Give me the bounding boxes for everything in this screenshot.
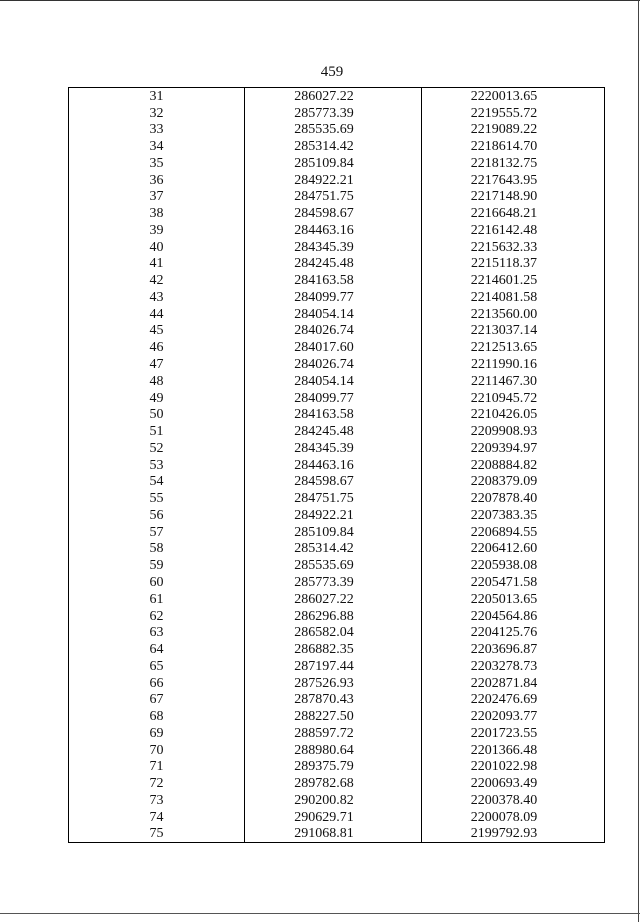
table-row	[69, 390, 605, 407]
x-coordinate-cell: 290200.82	[245, 792, 422, 809]
x-coordinate-cell: 286882.35	[245, 641, 422, 658]
y-coordinate-cell: 2206412.60	[422, 541, 605, 558]
table-row	[69, 339, 605, 356]
x-coordinate-cell: 284017.60	[245, 339, 422, 356]
point-number-cell: 53	[69, 457, 245, 474]
point-number-cell: 50	[69, 407, 245, 424]
y-coordinate-cell: 2207383.35	[422, 507, 605, 524]
y-coordinate-cell: 2202476.69	[422, 692, 605, 709]
page-number: 459	[320, 64, 344, 80]
x-coordinate-cell: 284054.14	[245, 373, 422, 390]
table-row	[69, 122, 605, 139]
x-coordinate-cell: 285535.69	[245, 557, 422, 574]
x-coordinate-cell: 288597.72	[245, 725, 422, 742]
point-number-cell: 38	[69, 205, 245, 222]
y-coordinate-cell: 2201366.48	[422, 742, 605, 759]
page-edge-right	[638, 0, 639, 922]
point-number-cell: 51	[69, 423, 245, 440]
x-coordinate-cell: 284245.48	[245, 423, 422, 440]
x-coordinate-cell: 285314.42	[245, 138, 422, 155]
y-coordinate-cell: 2206894.55	[422, 524, 605, 541]
y-coordinate-cell: 2203278.73	[422, 658, 605, 675]
y-coordinate-cell: 2203696.87	[422, 641, 605, 658]
x-coordinate-cell: 286027.22	[245, 591, 422, 608]
point-number-cell: 59	[69, 557, 245, 574]
table-row	[69, 541, 605, 558]
y-coordinate-cell: 2217148.90	[422, 189, 605, 206]
y-coordinate-cell: 2207878.40	[422, 490, 605, 507]
y-coordinate-cell: 2204564.86	[422, 608, 605, 625]
point-number-cell: 57	[69, 524, 245, 541]
point-number-cell: 42	[69, 272, 245, 289]
y-coordinate-cell: 2210426.05	[422, 407, 605, 424]
x-coordinate-cell: 284163.58	[245, 407, 422, 424]
x-coordinate-cell: 285314.42	[245, 541, 422, 558]
table-row	[69, 289, 605, 306]
y-coordinate-cell: 2215118.37	[422, 256, 605, 273]
x-coordinate-cell: 288227.50	[245, 708, 422, 725]
x-coordinate-cell: 284054.14	[245, 306, 422, 323]
point-number-cell: 67	[69, 692, 245, 709]
table-row	[69, 742, 605, 759]
table-row	[69, 625, 605, 642]
table-row	[69, 423, 605, 440]
y-coordinate-cell: 2209908.93	[422, 423, 605, 440]
coordinate-table	[68, 87, 605, 843]
point-number-cell: 54	[69, 474, 245, 491]
x-coordinate-cell: 284026.74	[245, 356, 422, 373]
y-coordinate-cell: 2218614.70	[422, 138, 605, 155]
point-number-cell: 61	[69, 591, 245, 608]
x-coordinate-cell: 285109.84	[245, 155, 422, 172]
x-coordinate-cell: 284922.21	[245, 507, 422, 524]
x-coordinate-cell: 284922.21	[245, 172, 422, 189]
y-coordinate-cell: 2216142.48	[422, 222, 605, 239]
table-row	[69, 826, 605, 843]
x-coordinate-cell: 285773.39	[245, 574, 422, 591]
x-coordinate-cell: 287526.93	[245, 675, 422, 692]
table-row	[69, 474, 605, 491]
y-coordinate-cell: 2219089.22	[422, 122, 605, 139]
table-row	[69, 490, 605, 507]
y-coordinate-cell: 2217643.95	[422, 172, 605, 189]
point-number-cell: 64	[69, 641, 245, 658]
y-coordinate-cell: 2200378.40	[422, 792, 605, 809]
point-number-cell: 33	[69, 122, 245, 139]
table-row	[69, 440, 605, 457]
table-row	[69, 809, 605, 826]
point-number-cell: 37	[69, 189, 245, 206]
point-number-cell: 52	[69, 440, 245, 457]
point-number-cell: 39	[69, 222, 245, 239]
point-number-cell: 65	[69, 658, 245, 675]
x-coordinate-cell: 284163.58	[245, 272, 422, 289]
table-row	[69, 574, 605, 591]
table-row	[69, 692, 605, 709]
table-row	[69, 557, 605, 574]
point-number-cell: 56	[69, 507, 245, 524]
table-row	[69, 373, 605, 390]
table-row	[69, 759, 605, 776]
x-coordinate-cell: 289782.68	[245, 775, 422, 792]
y-coordinate-cell: 2219555.72	[422, 105, 605, 122]
y-coordinate-cell: 2216648.21	[422, 205, 605, 222]
point-number-cell: 40	[69, 239, 245, 256]
table-row	[69, 407, 605, 424]
table-row	[69, 725, 605, 742]
point-number-cell: 43	[69, 289, 245, 306]
x-coordinate-cell: 284345.39	[245, 440, 422, 457]
y-coordinate-cell: 2201723.55	[422, 725, 605, 742]
table-row	[69, 708, 605, 725]
x-coordinate-cell: 288980.64	[245, 742, 422, 759]
y-coordinate-cell: 2205013.65	[422, 591, 605, 608]
y-coordinate-cell: 2211467.30	[422, 373, 605, 390]
x-coordinate-cell: 284598.67	[245, 205, 422, 222]
x-coordinate-cell: 287197.44	[245, 658, 422, 675]
table-row	[69, 608, 605, 625]
table-row	[69, 239, 605, 256]
table-row	[69, 222, 605, 239]
y-coordinate-cell: 2209394.97	[422, 440, 605, 457]
point-number-cell: 66	[69, 675, 245, 692]
x-coordinate-cell: 289375.79	[245, 759, 422, 776]
x-coordinate-cell: 284026.74	[245, 323, 422, 340]
table-row	[69, 323, 605, 340]
table-row	[69, 641, 605, 658]
table-row	[69, 105, 605, 122]
x-coordinate-cell: 290629.71	[245, 809, 422, 826]
point-number-cell: 74	[69, 809, 245, 826]
y-coordinate-cell: 2214601.25	[422, 272, 605, 289]
x-coordinate-cell: 286582.04	[245, 625, 422, 642]
x-coordinate-cell: 285109.84	[245, 524, 422, 541]
point-number-cell: 49	[69, 390, 245, 407]
y-coordinate-cell: 2214081.58	[422, 289, 605, 306]
y-coordinate-cell: 2218132.75	[422, 155, 605, 172]
page-edge-top	[0, 0, 640, 1]
table-row	[69, 256, 605, 273]
table-row	[69, 457, 605, 474]
x-coordinate-cell: 286296.88	[245, 608, 422, 625]
point-number-cell: 47	[69, 356, 245, 373]
table-row	[69, 775, 605, 792]
y-coordinate-cell: 2199792.93	[422, 826, 605, 843]
x-coordinate-cell: 284751.75	[245, 189, 422, 206]
y-coordinate-cell: 2204125.76	[422, 625, 605, 642]
point-number-cell: 44	[69, 306, 245, 323]
x-coordinate-cell: 284598.67	[245, 474, 422, 491]
y-coordinate-cell: 2220013.65	[422, 88, 605, 105]
y-coordinate-cell: 2200693.49	[422, 775, 605, 792]
y-coordinate-cell: 2202871.84	[422, 675, 605, 692]
point-number-cell: 32	[69, 105, 245, 122]
y-coordinate-cell: 2213560.00	[422, 306, 605, 323]
table-row	[69, 306, 605, 323]
table-row	[69, 591, 605, 608]
x-coordinate-cell: 284463.16	[245, 457, 422, 474]
point-number-cell: 73	[69, 792, 245, 809]
y-coordinate-cell: 2208884.82	[422, 457, 605, 474]
x-coordinate-cell: 284099.77	[245, 390, 422, 407]
x-coordinate-cell: 291068.81	[245, 826, 422, 843]
y-coordinate-cell: 2210945.72	[422, 390, 605, 407]
page-edge-bottom	[0, 913, 640, 914]
table-row	[69, 356, 605, 373]
y-coordinate-cell: 2215632.33	[422, 239, 605, 256]
x-coordinate-cell: 285773.39	[245, 105, 422, 122]
table-row	[69, 524, 605, 541]
point-number-cell: 31	[69, 88, 245, 105]
x-coordinate-cell: 284245.48	[245, 256, 422, 273]
point-number-cell: 63	[69, 625, 245, 642]
table-row	[69, 138, 605, 155]
y-coordinate-cell: 2211990.16	[422, 356, 605, 373]
point-number-cell: 60	[69, 574, 245, 591]
table-row	[69, 792, 605, 809]
table-row	[69, 507, 605, 524]
y-coordinate-cell: 2201022.98	[422, 759, 605, 776]
point-number-cell: 58	[69, 541, 245, 558]
point-number-cell: 72	[69, 775, 245, 792]
point-number-cell: 69	[69, 725, 245, 742]
x-coordinate-cell: 284751.75	[245, 490, 422, 507]
point-number-cell: 55	[69, 490, 245, 507]
table-row	[69, 189, 605, 206]
point-number-cell: 46	[69, 339, 245, 356]
point-number-cell: 35	[69, 155, 245, 172]
point-number-cell: 45	[69, 323, 245, 340]
x-coordinate-cell: 284099.77	[245, 289, 422, 306]
point-number-cell: 70	[69, 742, 245, 759]
x-coordinate-cell: 285535.69	[245, 122, 422, 139]
x-coordinate-cell: 284463.16	[245, 222, 422, 239]
point-number-cell: 75	[69, 826, 245, 843]
y-coordinate-cell: 2205471.58	[422, 574, 605, 591]
y-coordinate-cell: 2208379.09	[422, 474, 605, 491]
table-row	[69, 88, 605, 105]
table-row	[69, 205, 605, 222]
y-coordinate-cell: 2213037.14	[422, 323, 605, 340]
x-coordinate-cell: 286027.22	[245, 88, 422, 105]
y-coordinate-cell: 2202093.77	[422, 708, 605, 725]
y-coordinate-cell: 2212513.65	[422, 339, 605, 356]
table-row	[69, 658, 605, 675]
y-coordinate-cell: 2200078.09	[422, 809, 605, 826]
point-number-cell: 68	[69, 708, 245, 725]
point-number-cell: 48	[69, 373, 245, 390]
x-coordinate-cell: 284345.39	[245, 239, 422, 256]
point-number-cell: 41	[69, 256, 245, 273]
y-coordinate-cell: 2205938.08	[422, 557, 605, 574]
point-number-cell: 62	[69, 608, 245, 625]
point-number-cell: 36	[69, 172, 245, 189]
x-coordinate-cell: 287870.43	[245, 692, 422, 709]
table-row	[69, 172, 605, 189]
point-number-cell: 34	[69, 138, 245, 155]
table-row	[69, 675, 605, 692]
table-body	[69, 88, 605, 843]
point-number-cell: 71	[69, 759, 245, 776]
table-row	[69, 155, 605, 172]
table-row	[69, 272, 605, 289]
